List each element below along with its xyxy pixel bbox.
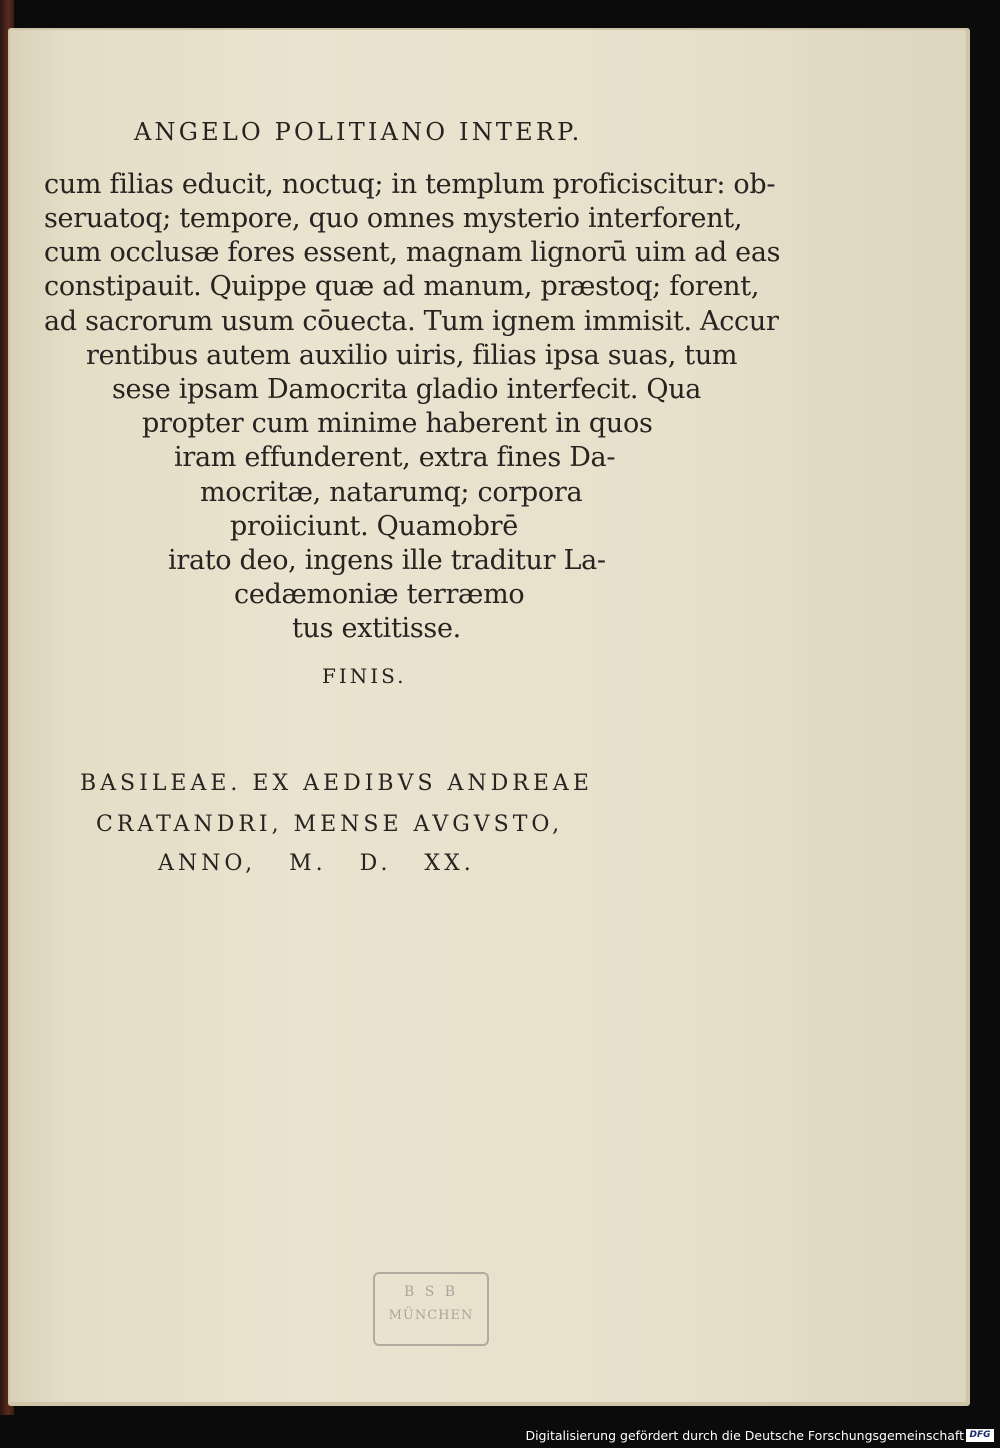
body-line-8: propter cum minime haberent in quos bbox=[142, 408, 653, 439]
body-line-10: mocritæ, natarumq; corpora bbox=[200, 477, 583, 508]
funding-credit: Digitalisierung gefördert durch die Deutsche Forschungsgemeinschaft bbox=[525, 1428, 964, 1443]
body-line-1: cum filias educit, noctuq; in templum proficiscitur: ob- bbox=[44, 169, 776, 200]
stamp-initials: B S B bbox=[403, 1284, 459, 1300]
imprint-line-3: ANNO, M. D. XX. bbox=[158, 851, 475, 876]
finis-label: FINIS. bbox=[322, 664, 407, 688]
body-line-7: sese ipsam Damocrita gladio interfecit. Qua bbox=[112, 374, 702, 405]
body-line-13: cedæmoniæ terræmo bbox=[234, 579, 525, 610]
body-line-9: iram effunderent, extra fines Da- bbox=[174, 442, 616, 473]
body-line-11: proiiciunt. Quamobrē bbox=[230, 511, 518, 542]
body-line-4: constipauit. Quippe quæ ad manum, præstoq; forent, bbox=[44, 271, 760, 302]
imprint-line-1: BASILEAE. EX AEDIBVS ANDREAE bbox=[80, 771, 593, 796]
imprint-line-2: CRATANDRI, MENSE AVGVSTO, bbox=[96, 812, 564, 837]
body-line-5: ad sacrorum usum cōuecta. Tum ignem immisit. Accur bbox=[44, 306, 779, 337]
body-line-3: cum occlusæ fores essent, magnam lignorū uim ad eas bbox=[44, 237, 781, 268]
stamp-city: MÜNCHEN bbox=[388, 1308, 474, 1323]
library-stamp bbox=[373, 1272, 489, 1346]
body-line-2: seruatoq; tempore, quo omnes mysterio interforent, bbox=[44, 203, 743, 234]
running-heading: ANGELO POLITIANO INTERP. bbox=[134, 118, 583, 146]
body-line-12: irato deo, ingens ille traditur La- bbox=[168, 545, 606, 576]
body-line-14: tus extitisse. bbox=[292, 613, 461, 644]
dfg-logo-icon: DFG bbox=[966, 1429, 994, 1442]
body-line-6: rentibus autem auxilio uiris, filias ipsa suas, tum bbox=[86, 340, 738, 371]
